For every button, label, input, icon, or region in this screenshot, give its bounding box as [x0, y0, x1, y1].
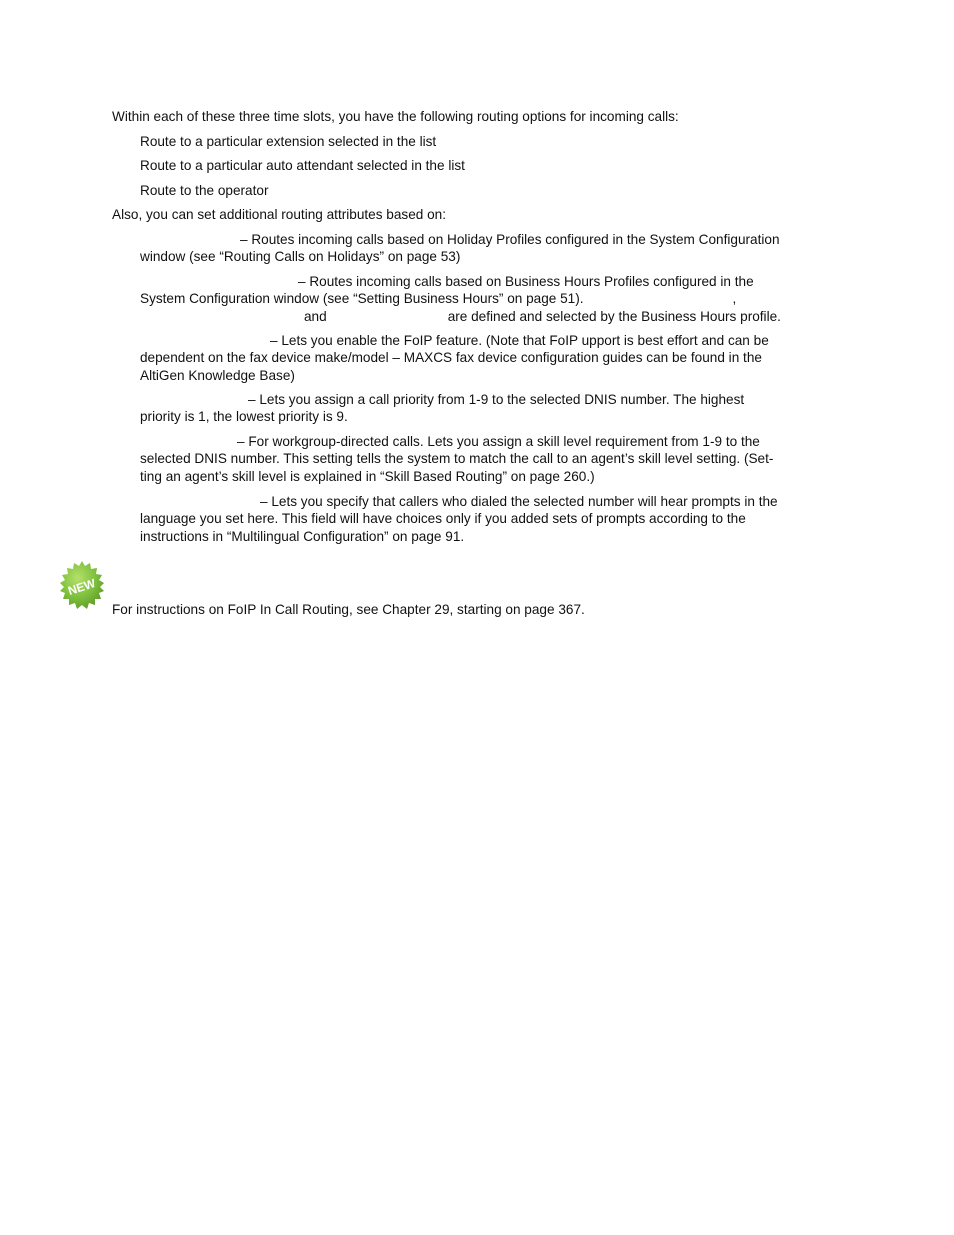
language-desc-line3: instructions in “Multilingual Configuration” on page 91. [140, 528, 465, 544]
attribute-business-hours [140, 273, 785, 325]
business-hours-desc-line1: – Routes incoming calls based on Business Hours Profiles configured in the [298, 274, 754, 289]
skill-desc-line2: selected DNIS number. This setting tells the system to match the call to an agent’s skill level setting. (Set- [140, 451, 774, 467]
new-badge-icon [56, 560, 108, 612]
language-desc-line1: – Lets you specify that callers who dialed the selected number will hear prompts in the [260, 494, 778, 509]
new-badge-label: NEW [66, 576, 98, 599]
priority-desc-line2: priority is 1, the lowest priority is 9. [140, 409, 348, 425]
priority-desc-line1: – Lets you assign a call priority from 1-9 to the selected DNIS number. The highest [248, 392, 745, 407]
business-hours-desc-line3: are defined and selected by the Business Hours profile. [447, 308, 781, 324]
attribute-language [140, 493, 785, 545]
routing-option-auto-attendant: Route to a particular auto attendant selected in the list [140, 158, 465, 173]
holiday-desc-line2: window (see “Routing Calls on Holidays” on page 53) [140, 249, 461, 265]
foip-note: For instructions on FoIP In Call Routing, see Chapter 29, starting on page 367. [112, 602, 585, 617]
intro-paragraph: Within each of these three time slots, you have the following routing options for incoming calls: [112, 109, 679, 124]
attribute-priority [140, 391, 785, 426]
skill-desc-line3: ting an agent’s skill level is explained in “Skill Based Routing” on page 260.) [140, 468, 595, 484]
attribute-skill [140, 433, 785, 485]
attribute-holiday [140, 231, 785, 266]
skill-desc-line1: – For workgroup-directed calls. Lets you assign a skill level requirement from 1-9 to the [237, 434, 760, 449]
foip-desc-line3: AltiGen Knowledge Base) [140, 367, 295, 383]
business-hours-desc-line2: System Configuration window (see “Setting Business Hours” on page 51). [140, 291, 584, 307]
holiday-desc-line1: – Routes incoming calls based on Holiday Profiles configured in the System Configuration [240, 232, 780, 247]
business-hours-comma: , [732, 291, 737, 307]
foip-desc-line2: dependent on the fax device make/model – MAXCS fax device configuration guides can be found in the [140, 350, 762, 366]
attribute-foip [140, 332, 785, 384]
routing-option-operator: Route to the operator [140, 183, 269, 198]
additional-attributes-intro: Also, you can set additional routing attributes based on: [112, 207, 447, 222]
language-desc-line2: language you set here. This field will have choices only if you added sets of prompts according to the [140, 511, 746, 527]
business-hours-and: and [304, 308, 327, 324]
foip-desc-line1: – Lets you enable the FoIP feature. (Note that FoIP upport is best effort and can be [270, 333, 769, 348]
routing-option-extension: Route to a particular extension selected in the list [140, 134, 437, 149]
